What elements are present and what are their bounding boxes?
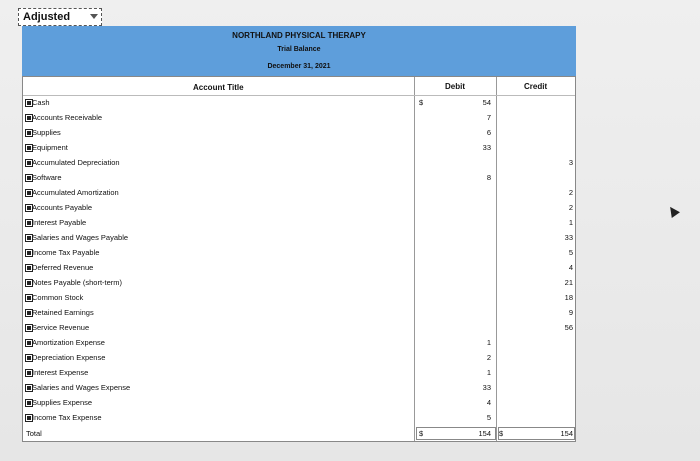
total-debit: 154: [478, 429, 491, 438]
table-row: [23, 411, 575, 426]
credit-cell[interactable]: 33: [564, 233, 573, 242]
credit-cell[interactable]: 5: [568, 248, 573, 257]
account-title[interactable]: Accumulated Amortization: [32, 188, 119, 197]
account-title[interactable]: Supplies: [32, 128, 61, 137]
credit-cell[interactable]: 56: [564, 323, 573, 332]
debit-cell[interactable]: 1: [486, 368, 491, 377]
account-title[interactable]: Interest Payable: [32, 218, 87, 227]
table-row: [23, 111, 575, 126]
credit-cell[interactable]: 2: [568, 188, 573, 197]
table-row: [23, 321, 575, 336]
table-row: [23, 261, 575, 276]
report-title: Trial Balance: [277, 46, 321, 53]
table-row: [23, 186, 575, 201]
debit-cell[interactable]: 7: [486, 113, 491, 122]
table-row: [23, 141, 575, 156]
table-row: [23, 306, 575, 321]
account-title[interactable]: Accounts Payable: [32, 203, 93, 212]
currency-symbol: $: [419, 429, 424, 438]
table-row: [23, 336, 575, 351]
table-row: [23, 201, 575, 216]
company-name: NORTHLAND PHYSICAL THERAPY: [232, 31, 366, 40]
table-row: [23, 126, 575, 141]
credit-cell[interactable]: 4: [568, 263, 573, 272]
debit-cell[interactable]: 1: [486, 338, 491, 347]
total-label: Total: [26, 429, 42, 438]
account-title[interactable]: Accounts Receivable: [32, 113, 103, 122]
account-title-header: Account Title: [193, 83, 244, 92]
account-title[interactable]: Notes Payable (short-term): [32, 278, 123, 287]
account-title[interactable]: Income Tax Expense: [32, 413, 102, 422]
credit-cell[interactable]: 3: [568, 158, 573, 167]
account-title[interactable]: Software: [32, 173, 62, 182]
debit-cell[interactable]: 6: [486, 128, 491, 137]
account-title[interactable]: Depreciation Expense: [32, 353, 106, 362]
debit-cell[interactable]: 33: [482, 143, 491, 152]
credit-header: Credit: [524, 82, 548, 91]
table-row: [23, 246, 575, 261]
account-title[interactable]: Supplies Expense: [32, 398, 93, 407]
account-title[interactable]: Common Stock: [32, 293, 84, 302]
report-date: December 31, 2021: [267, 63, 331, 70]
account-title[interactable]: Salaries and Wages Payable: [32, 233, 129, 242]
balance-type-value: Adjusted: [23, 11, 71, 23]
currency-symbol: $: [499, 429, 504, 438]
credit-cell[interactable]: 9: [568, 308, 573, 317]
table-row: [23, 396, 575, 411]
account-title[interactable]: Service Revenue: [32, 323, 90, 332]
total-credit: 154: [560, 429, 573, 438]
account-title[interactable]: Amortization Expense: [32, 338, 105, 347]
currency-symbol: $: [419, 98, 424, 107]
debit-cell[interactable]: 2: [486, 353, 491, 362]
account-title[interactable]: Salaries and Wages Expense: [32, 383, 131, 392]
credit-cell[interactable]: 21: [564, 278, 573, 287]
account-title[interactable]: Accumulated Depreciation: [32, 158, 120, 167]
table-row: [23, 216, 575, 231]
chevron-down-icon[interactable]: [90, 14, 98, 19]
total-row: [23, 427, 575, 442]
table-row: [23, 366, 575, 381]
report-header: [22, 26, 576, 76]
debit-header: Debit: [445, 82, 465, 91]
balance-type-select[interactable]: [18, 8, 102, 26]
account-title[interactable]: Deferred Revenue: [32, 263, 94, 272]
account-title[interactable]: Equipment: [32, 143, 68, 152]
table-row: [23, 276, 575, 291]
table-row: [23, 231, 575, 246]
table-row: [23, 351, 575, 366]
table-row: [23, 171, 575, 186]
table-row: [23, 156, 575, 171]
debit-cell[interactable]: 4: [486, 398, 491, 407]
credit-cell[interactable]: 1: [568, 218, 573, 227]
debit-cell[interactable]: 54: [482, 98, 491, 107]
account-title[interactable]: Interest Expense: [32, 368, 89, 377]
table-row: [23, 381, 575, 396]
debit-cell[interactable]: 33: [482, 383, 491, 392]
trial-balance-table: [22, 76, 576, 442]
credit-cell[interactable]: 18: [564, 293, 573, 302]
debit-cell[interactable]: 5: [486, 413, 491, 422]
account-title[interactable]: Cash: [32, 98, 50, 107]
debit-cell[interactable]: 8: [486, 173, 491, 182]
credit-cell[interactable]: 2: [568, 203, 573, 212]
account-title[interactable]: Income Tax Payable: [32, 248, 100, 257]
table-row: [23, 96, 575, 111]
account-title[interactable]: Retained Earnings: [32, 308, 94, 317]
table-row: [23, 291, 575, 306]
